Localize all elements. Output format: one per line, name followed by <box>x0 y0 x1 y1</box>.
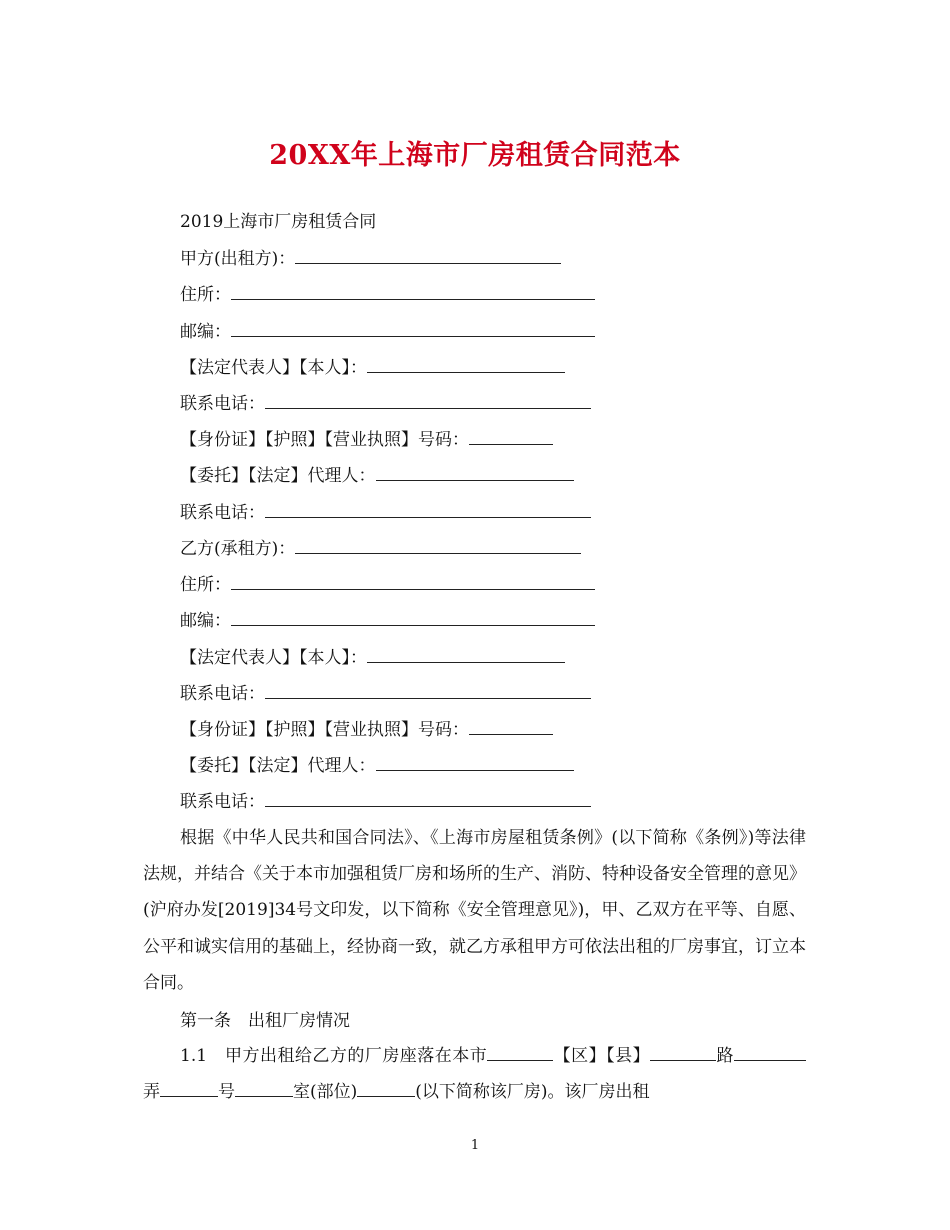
party-a-agent-phone-row <box>180 501 591 524</box>
party-b-agent-blank <box>376 754 574 771</box>
party-b-postcode-blank <box>231 609 595 626</box>
party-a-address-row <box>180 283 595 306</box>
district-blank <box>487 1045 553 1061</box>
clause-1-1-text-1: 甲方出租给乙方的厂房座落在本市 <box>225 1046 488 1066</box>
party-b-agent-phone-label: 联系电话： <box>180 792 265 812</box>
party-a-address-label: 住所： <box>180 285 231 305</box>
party-b-id-blank <box>469 718 553 735</box>
party-b-address-row <box>180 573 595 596</box>
party-b-rep-blank <box>367 646 565 663</box>
clause-1-1-text-3: 路 <box>716 1046 735 1066</box>
article-1-heading: 第一条 出租厂房情况 <box>180 1011 350 1031</box>
page-number: 1 <box>470 1138 480 1153</box>
road-blank <box>650 1045 716 1061</box>
party-a-phone-row <box>180 392 591 415</box>
party-a-postcode-label: 邮编： <box>180 322 231 342</box>
party-b-address-label: 住所： <box>180 575 231 595</box>
party-b-agent-phone-row <box>180 790 591 813</box>
party-a-agent-blank <box>376 464 574 481</box>
party-a-id-label: 【身份证】【护照】【营业执照】号码： <box>180 430 469 450</box>
party-a-rep-row <box>180 356 565 379</box>
party-b-phone-label: 联系电话： <box>180 684 265 704</box>
party-a-id-blank <box>469 428 553 445</box>
party-a-rep-blank <box>367 356 565 373</box>
party-a-phone-label: 联系电话： <box>180 394 265 414</box>
clause-1-1 <box>143 1038 806 1110</box>
party-b-agent-label: 【委托】【法定】代理人： <box>180 756 376 776</box>
party-a-postcode-row <box>180 320 595 343</box>
clause-1-1-text-5: 号 <box>218 1082 235 1103</box>
party-a-agent-phone-label: 联系电话： <box>180 503 265 523</box>
party-b-rep-row <box>180 646 565 669</box>
party-b-blank <box>295 537 581 554</box>
party-a-agent-row <box>180 464 574 487</box>
clause-1-1-text-2: 【区】【县】 <box>553 1046 651 1066</box>
lane-blank <box>734 1045 806 1061</box>
party-b-label: 乙方(承租方)： <box>180 539 296 559</box>
party-b-id-label: 【身份证】【护照】【营业执照】号码： <box>180 720 469 740</box>
party-b-agent-phone-blank <box>265 790 591 807</box>
party-a-phone-blank <box>265 392 591 409</box>
party-a-rep-label: 【法定代表人】【本人】： <box>180 358 367 378</box>
number-blank <box>160 1081 218 1097</box>
party-b-agent-row <box>180 754 574 777</box>
clause-1-1-text-7: (以下简称该厂房)。该厂房出租 <box>415 1082 650 1103</box>
party-a-agent-phone-blank <box>265 501 591 518</box>
room-blank <box>235 1081 293 1097</box>
party-b-id-row <box>180 718 553 741</box>
party-a-address-blank <box>231 283 595 300</box>
document-title: 20XX年上海市厂房租赁合同范本 <box>269 140 681 171</box>
party-a-postcode-blank <box>231 320 595 337</box>
party-b-phone-row <box>180 682 591 705</box>
clause-1-1-text-6: 室(部位) <box>293 1082 358 1103</box>
clause-1-1-number: 1.1 <box>180 1046 208 1066</box>
party-b-phone-blank <box>265 682 591 699</box>
clause-1-1-text-4: 弄 <box>143 1082 160 1103</box>
party-b-postcode-label: 邮编： <box>180 611 231 631</box>
party-b-postcode-row <box>180 609 595 632</box>
party-a-agent-label: 【委托】【法定】代理人： <box>180 466 376 486</box>
party-a-row <box>180 247 561 270</box>
location-blank <box>357 1081 415 1097</box>
party-a-id-row <box>180 428 553 451</box>
party-a-blank <box>295 247 561 264</box>
party-b-row <box>180 537 581 560</box>
party-b-rep-label: 【法定代表人】【本人】： <box>180 648 367 668</box>
party-b-address-blank <box>231 573 595 590</box>
party-a-label: 甲方(出租方)： <box>180 249 296 269</box>
contract-subtitle: 2019上海市厂房租赁合同 <box>180 212 377 232</box>
preamble-paragraph: 根据《中华人民共和国合同法》、《上海市房屋租赁条例》(以下简称《条例》)等法律法规，并结合《关于本市加强租赁厂房和场所的生产、消防、特种设备安全管理的意见》(沪府办发[2019]34号文印发，以下简称《安全管理意见》)，甲、乙双方在平等、自愿、公平和诚实信用的基础上，经协商一致，就乙方承租甲方可依法出租的厂房事宜，订立本合同。 <box>143 828 806 993</box>
